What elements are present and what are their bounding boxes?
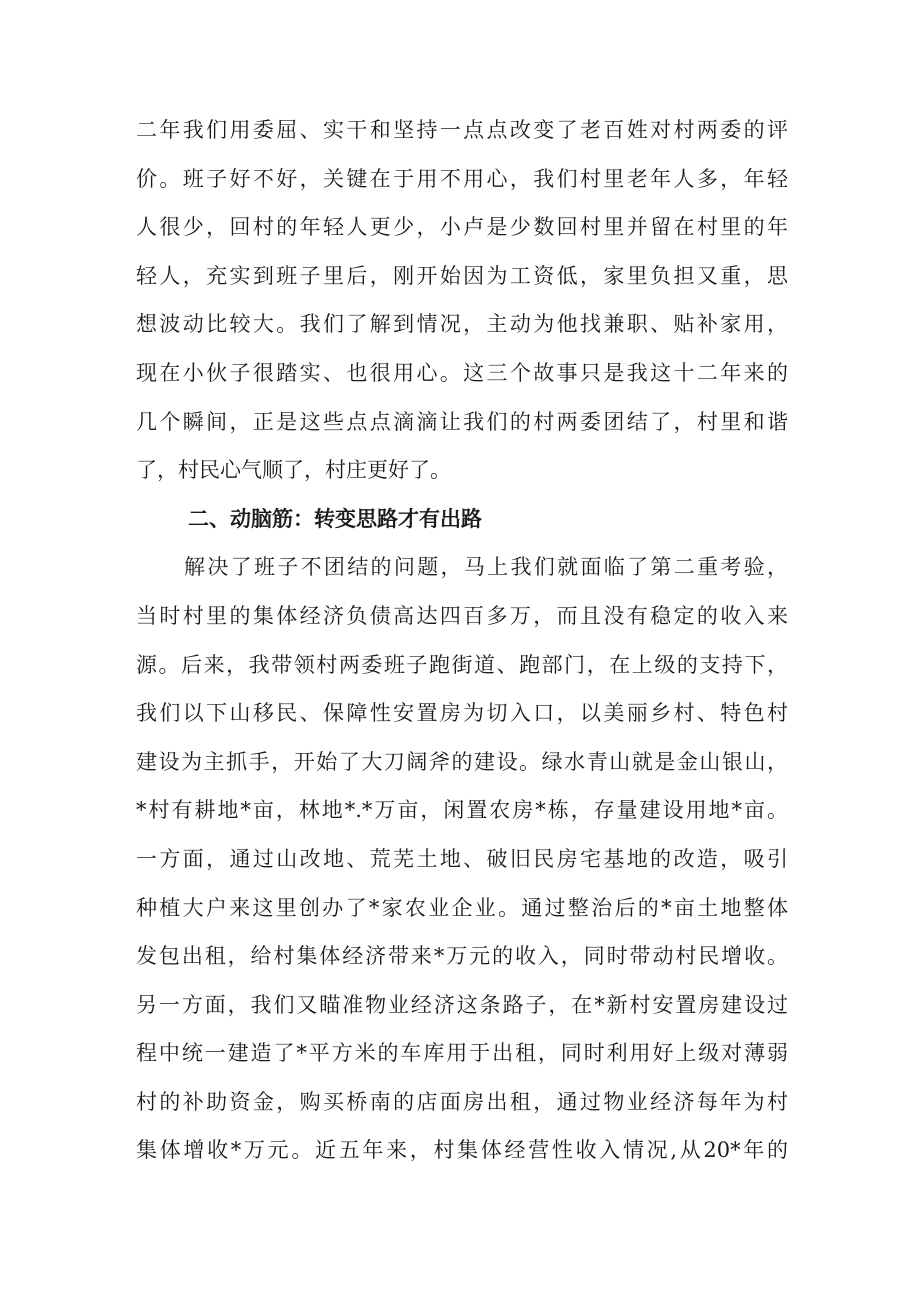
text-line: 解决了班子不团结的问题，马上我们就面临了第二重考验， (184, 555, 788, 580)
text-line: 几个瞬间，正是这些点点滴滴让我们的村两委团结了，村里和谐 (136, 409, 788, 434)
text-line: 二年我们用委屈、实干和坚持一点点改变了老百姓对村两委的评 (136, 118, 788, 142)
text-line: 集体增收*万元。近五年来，村集体经营性收入情况,从20*年的 (136, 1138, 788, 1163)
text-line: 一方面，通过山改地、荒芜土地、破旧民房宅基地的改造，吸引 (136, 846, 788, 871)
text-line: 种植大户来这里创办了*家农业企业。通过整治后的*亩土地整体 (136, 895, 788, 920)
text-line: 了，村民心气顺了，村庄更好了。 (136, 458, 451, 483)
text-line: 村的补助资金，购买桥南的店面房出租，通过物业经济每年为村 (136, 1089, 788, 1114)
text-line: 想波动比较大。我们了解到情况，主动为他找兼职、贴补家用， (136, 312, 788, 337)
paragraph-continued (136, 106, 788, 495)
text-line: 我们以下山移民、保障性安置房为切入口，以美丽乡村、特色村 (136, 701, 788, 726)
text-line: 源。后来，我带领村两委班子跑街道、跑部门，在上级的支持下， (136, 652, 788, 677)
text-line: 发包出租，给村集体经济带来*万元的收入，同时带动村民增收。 (136, 944, 788, 969)
document-page (136, 106, 788, 1175)
text-line: 现在小伙子很踏实、也很用心。这三个故事只是我这十二年来的 (136, 360, 788, 385)
paragraph (136, 543, 788, 1175)
text-line: 建设为主抓手，开始了大刀阔斧的建设。绿水青山就是金山银山， (136, 749, 788, 774)
text-line: 另一方面，我们又瞄准物业经济这条路子，在*新村安置房建设过 (136, 992, 788, 1017)
text-line: 价。班子好不好，关键在于用不用心，我们村里老年人多，年轻 (136, 166, 788, 191)
text-line: 人很少，回村的年轻人更少，小卢是少数回村里并留在村里的年 (136, 215, 788, 240)
text-line: 当时村里的集体经济负债高达四百多万，而且没有稳定的收入来 (136, 603, 788, 628)
text-line: *村有耕地*亩，林地*.*万亩，闲置农房*栋，存量建设用地*亩。 (136, 798, 788, 823)
text-line: 轻人，充实到班子里后，刚开始因为工资低，家里负担又重，思 (136, 263, 788, 288)
section-heading: 二、动脑筋：转变思路才有出路 (188, 506, 482, 531)
text-line: 程中统一建造了*平方米的车库用于出租，同时利用好上级对薄弱 (136, 1041, 788, 1066)
